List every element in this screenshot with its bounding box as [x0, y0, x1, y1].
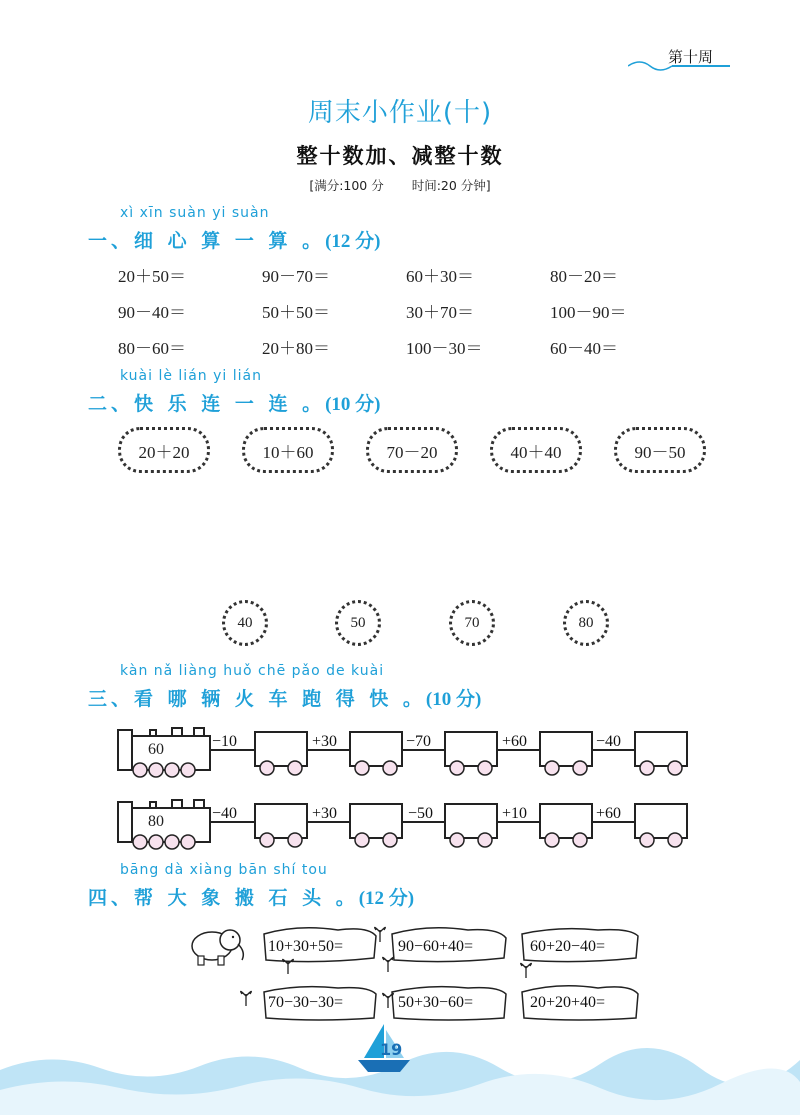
- train-1-op: −10: [212, 733, 238, 750]
- result-circle[interactable]: 80: [563, 600, 609, 646]
- equation: 90－70＝: [262, 267, 330, 286]
- train-2-start: 80: [148, 813, 164, 830]
- train-1-op: +60: [502, 733, 528, 750]
- result-circle[interactable]: 40: [222, 600, 268, 646]
- expression-pill[interactable]: 10＋60: [242, 427, 334, 473]
- full-score: [满分:100 分: [309, 178, 384, 193]
- equation: 90－40＝: [118, 303, 186, 322]
- train-2-op: +10: [502, 805, 528, 822]
- train-2-op: −40: [212, 805, 238, 822]
- expression-pill[interactable]: 40＋40: [490, 427, 582, 473]
- section-4-title: 四、帮 大 象 搬 石 头 。: [88, 887, 359, 909]
- section-2-title: 二、快 乐 连 一 连 。: [88, 393, 326, 415]
- stone-expression: 60+20−40=: [530, 938, 606, 955]
- equation: 20＋80＝: [262, 339, 330, 358]
- train-1-op: −70: [406, 733, 432, 750]
- expression-pill[interactable]: 20＋20: [118, 427, 210, 473]
- section-4-points: (12 分): [358, 888, 415, 909]
- train-2-op: −50: [408, 805, 434, 822]
- expression-pill[interactable]: 90－50: [614, 427, 706, 473]
- equation: 100－90＝: [550, 303, 627, 322]
- page-title: 周末小作业(十): [307, 98, 493, 128]
- equation: 50＋50＝: [262, 303, 330, 322]
- page-subtitle: 整十数加、减整十数: [296, 144, 504, 168]
- train-1-start: 60: [148, 741, 164, 758]
- stone-expression: 10+30+50=: [268, 938, 344, 955]
- week-decoration: [628, 58, 738, 72]
- stone-expression: 90−60+40=: [398, 938, 474, 955]
- result-circle[interactable]: 70: [449, 600, 495, 646]
- section-1-points: (12 分): [325, 231, 381, 252]
- equation: 60＋30＝: [406, 267, 474, 286]
- section-2-points: (10 分): [325, 394, 381, 415]
- equation: 30＋70＝: [406, 303, 474, 322]
- time-limit: 时间:20 分钟]: [411, 178, 491, 193]
- section-1-pinyin: xì xīn suàn yi suàn: [120, 205, 270, 221]
- expression-pill[interactable]: 70－20: [366, 427, 458, 473]
- result-circle[interactable]: 50: [335, 600, 381, 646]
- section-1-title: 一、细 心 算 一 算 。: [88, 230, 326, 252]
- stone-expression: 70−30−30=: [268, 994, 344, 1011]
- train-2-op: +60: [596, 805, 622, 822]
- section-3-heading: [88, 684, 481, 711]
- equation: 100－30＝: [406, 339, 483, 358]
- stone-expression: 50+30−60=: [398, 994, 474, 1011]
- train-1-op: −40: [596, 733, 622, 750]
- train-2-op: +30: [312, 805, 338, 822]
- page-number: 19: [380, 1040, 403, 1059]
- section-1-heading: [88, 226, 380, 253]
- equation: 80－20＝: [550, 267, 618, 286]
- stone-expression: 20+20+40=: [530, 994, 606, 1011]
- equation: 60－40＝: [550, 339, 618, 358]
- equation: 20＋50＝: [118, 267, 186, 286]
- section-3-pinyin: kàn nǎ liàng huǒ chē pǎo de kuài: [120, 663, 385, 679]
- section-2-heading: [88, 389, 380, 416]
- section-4-pinyin: bāng dà xiàng bān shí tou: [120, 862, 328, 878]
- section-3-points: (10 分): [425, 689, 482, 710]
- train-1-op: +30: [312, 733, 338, 750]
- section-4-heading: [88, 883, 414, 910]
- section-2-pinyin: kuài lè lián yi lián: [120, 368, 262, 384]
- score-time-info: [0, 176, 800, 194]
- section-3-title: 三、看 哪 辆 火 车 跑 得 快 。: [88, 688, 426, 710]
- week-label: 第十周: [668, 48, 714, 66]
- equation: 80－60＝: [118, 339, 186, 358]
